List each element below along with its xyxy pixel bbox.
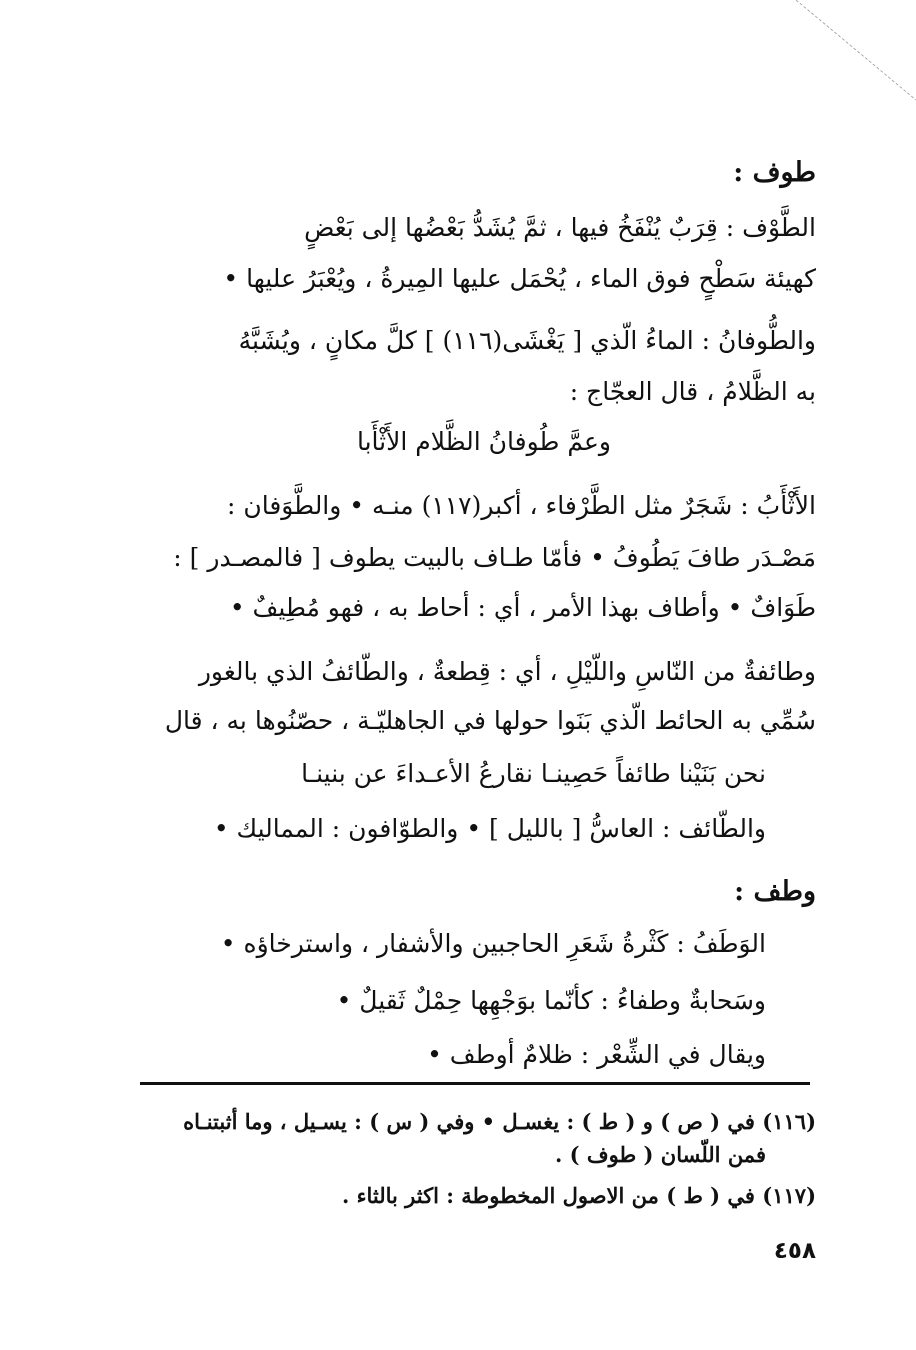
text-line: والطّائف : العاسُّ [ بالليل ] • والطوّافون : المماليك •	[213, 814, 766, 843]
text-line: طَوَافٌ • وأطاف بهذا الأمر ، أي : أحاط به ، فهو مُطِيفٌ •	[229, 593, 816, 622]
page-number: ٤٥٨	[773, 1238, 816, 1264]
text-line: وطائفةٌ من النّاسِ واللّيْلِ ، أي : قِطعةٌ ، والطّائفُ الذي بالغور	[198, 657, 816, 686]
text-line: سُمِّي به الحائط الّذي بَنَوا حولها في الجاهليّـة ، حصّنُوها به ، قال	[164, 706, 816, 735]
text-line: والطُّوفانُ : الماءُ الّذي [ يَغْشَى(١١٦) ] كلَّ مكانٍ ، ويُشَبَّهُ	[238, 326, 816, 355]
text-line: به الظَّلامُ ، قال العجّاج :	[569, 377, 816, 406]
section-heading-tawf: طوف :	[733, 157, 816, 188]
text-line: الأَثْأَبُ : شَجَرٌ مثل الطَّرْفاء ، أكبر(١١٧) منـه • والطَّوَفان :	[226, 491, 816, 520]
text-line: وسَحابةٌ وطفاءُ : كأنّما بوَجْهِها حِمْلٌ ثَقيلٌ •	[336, 986, 766, 1015]
poetry-verse: نحن بَنَيْنا طائفاً حَصِينـا نقارعُ الأعـداءَ عن بنينـا	[301, 759, 766, 788]
section-heading-watf: وطف :	[734, 876, 816, 907]
footnote-116: (١١٦) في ( ص ) و ( ط ) : يغسـل • وفي ( س ) : يسـيل ، وما أثبتنـاه	[183, 1109, 816, 1134]
footnote-116-continued: فمن اللّسان ( طوف ) .	[555, 1142, 766, 1167]
poetry-verse: وعمَّ طُوفانُ الظَّلام الأَثْأَبا	[356, 427, 611, 456]
footnote-separator	[140, 1082, 810, 1085]
footnote-117: (١١٧) في ( ط ) من الاصول المخطوطة : اكثر بالثاء .	[341, 1183, 816, 1208]
text-line: الوَطَفُ : كَثْرةُ شَعَرِ الحاجبين والأشفار ، واسترخاؤه •	[220, 929, 766, 958]
text-line: ويقال في الشِّعْر : ظلامٌ أوطف •	[427, 1040, 766, 1069]
text-line: الطَّوْف : قِرَبٌ يُنْفَخُ فيها ، ثمَّ يُشَدُّ بَعْضُها إلى بَعْضٍ	[304, 213, 816, 242]
text-line: كهيئة سَطْحٍ فوق الماء ، يُحْمَل عليها المِيرةُ ، ويُعْبَرُ عليها •	[223, 264, 816, 293]
text-line: مَصْـدَر طافَ يَطُوفُ • فأمّا طـاف بالبيت يطوف [ فالمصـدر ] :	[173, 543, 816, 572]
scan-corner-line	[776, 0, 916, 110]
